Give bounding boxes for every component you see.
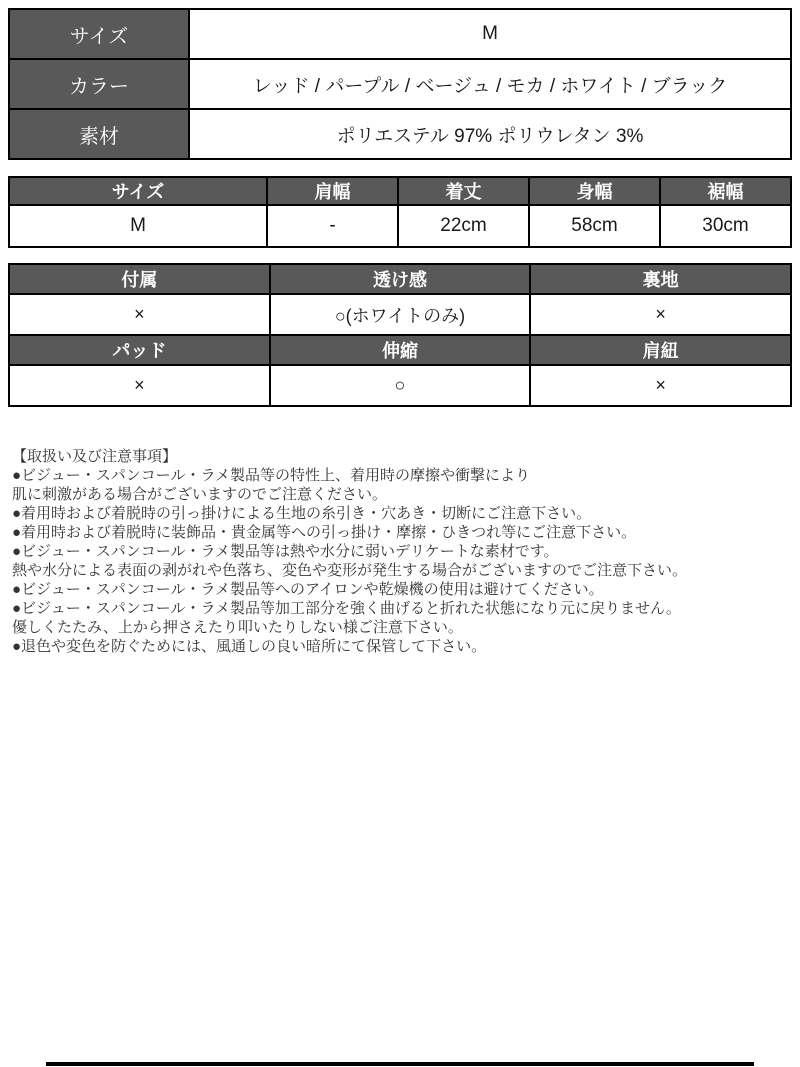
note-line: 優しくたたみ、上から押さえたり叩いたりしない様ご注意下さい。 bbox=[12, 619, 463, 636]
measure-value-hem: 30cm bbox=[660, 205, 791, 247]
features-header-row-1 bbox=[9, 264, 791, 294]
feature-header-stretch: 伸縮 bbox=[270, 335, 531, 365]
spec-label-material: 素材 bbox=[9, 109, 189, 159]
feature-value-stretch: ○ bbox=[270, 365, 531, 406]
feature-header-lining: 裏地 bbox=[530, 264, 791, 294]
measure-value-length: 22cm bbox=[398, 205, 529, 247]
note-line: ●着用時および着脱時に装飾品・貴金属等への引っ掛け・摩擦・ひきつれ等にご注意下さい。 bbox=[12, 524, 637, 541]
measure-value-size: M bbox=[9, 205, 267, 247]
feature-header-sheerness: 透け感 bbox=[270, 264, 531, 294]
measure-value-width: 58cm bbox=[529, 205, 660, 247]
feature-header-pad: パッド bbox=[9, 335, 270, 365]
care-notes-title: 【取扱い及び注意事項】 bbox=[12, 448, 178, 465]
measure-value-shoulder: - bbox=[267, 205, 398, 247]
measure-header-length: 着丈 bbox=[398, 177, 529, 205]
feature-header-strap: 肩紐 bbox=[530, 335, 791, 365]
feature-value-sheerness: ○(ホワイトのみ) bbox=[270, 294, 531, 335]
spec-value-size: M bbox=[189, 9, 791, 59]
care-notes bbox=[12, 447, 800, 656]
measurements-table bbox=[8, 176, 792, 248]
measure-header-width: 身幅 bbox=[529, 177, 660, 205]
note-line: 肌に刺激がある場合がございますのでご注意ください。 bbox=[12, 486, 388, 503]
note-line: ●ビジュー・スパンコール・ラメ製品等へのアイロンや乾燥機の使用は避けてください。 bbox=[12, 581, 604, 598]
features-value-row-2 bbox=[9, 365, 791, 406]
measurements-value-row bbox=[9, 205, 791, 247]
feature-header-accessory: 付属 bbox=[9, 264, 270, 294]
feature-value-lining: × bbox=[530, 294, 791, 335]
spec-row-material bbox=[9, 109, 791, 159]
note-line: ●ビジュー・スパンコール・ラメ製品等加工部分を強く曲げると折れた状態になり元に戻りません。 bbox=[12, 600, 681, 617]
spec-row-color bbox=[9, 59, 791, 109]
spec-row-size bbox=[9, 9, 791, 59]
measure-header-hem: 裾幅 bbox=[660, 177, 791, 205]
note-line: 熱や水分による表面の剥がれや色落ち、変色や変形が発生する場合がございますのでご注意下さい。 bbox=[12, 562, 688, 579]
measurements-header-row bbox=[9, 177, 791, 205]
note-line: ●着用時および着脱時の引っ掛けによる生地の糸引き・穴あき・切断にご注意下さい。 bbox=[12, 505, 592, 522]
spec-table bbox=[8, 8, 792, 160]
note-line: ●ビジュー・スパンコール・ラメ製品等の特性上、着用時の摩擦や衝撃により bbox=[12, 467, 531, 484]
note-line: ●ビジュー・スパンコール・ラメ製品等は熱や水分に弱いデリケートな素材です。 bbox=[12, 543, 559, 560]
features-value-row-1 bbox=[9, 294, 791, 335]
spec-value-color: レッド / パープル / ベージュ / モカ / ホワイト / ブラック bbox=[189, 59, 791, 109]
note-line: ●退色や変色を防ぐためには、風通しの良い暗所にて保管して下さい。 bbox=[12, 638, 487, 655]
spec-value-material: ポリエステル 97% ポリウレタン 3% bbox=[189, 109, 791, 159]
features-header-row-2 bbox=[9, 335, 791, 365]
spec-label-size: サイズ bbox=[9, 9, 189, 59]
bottom-divider-bar bbox=[46, 1062, 754, 1066]
feature-value-pad: × bbox=[9, 365, 270, 406]
features-table bbox=[8, 263, 792, 407]
feature-value-accessory: × bbox=[9, 294, 270, 335]
measure-header-shoulder: 肩幅 bbox=[267, 177, 398, 205]
feature-value-strap: × bbox=[530, 365, 791, 406]
spec-label-color: カラー bbox=[9, 59, 189, 109]
measure-header-size: サイズ bbox=[9, 177, 267, 205]
